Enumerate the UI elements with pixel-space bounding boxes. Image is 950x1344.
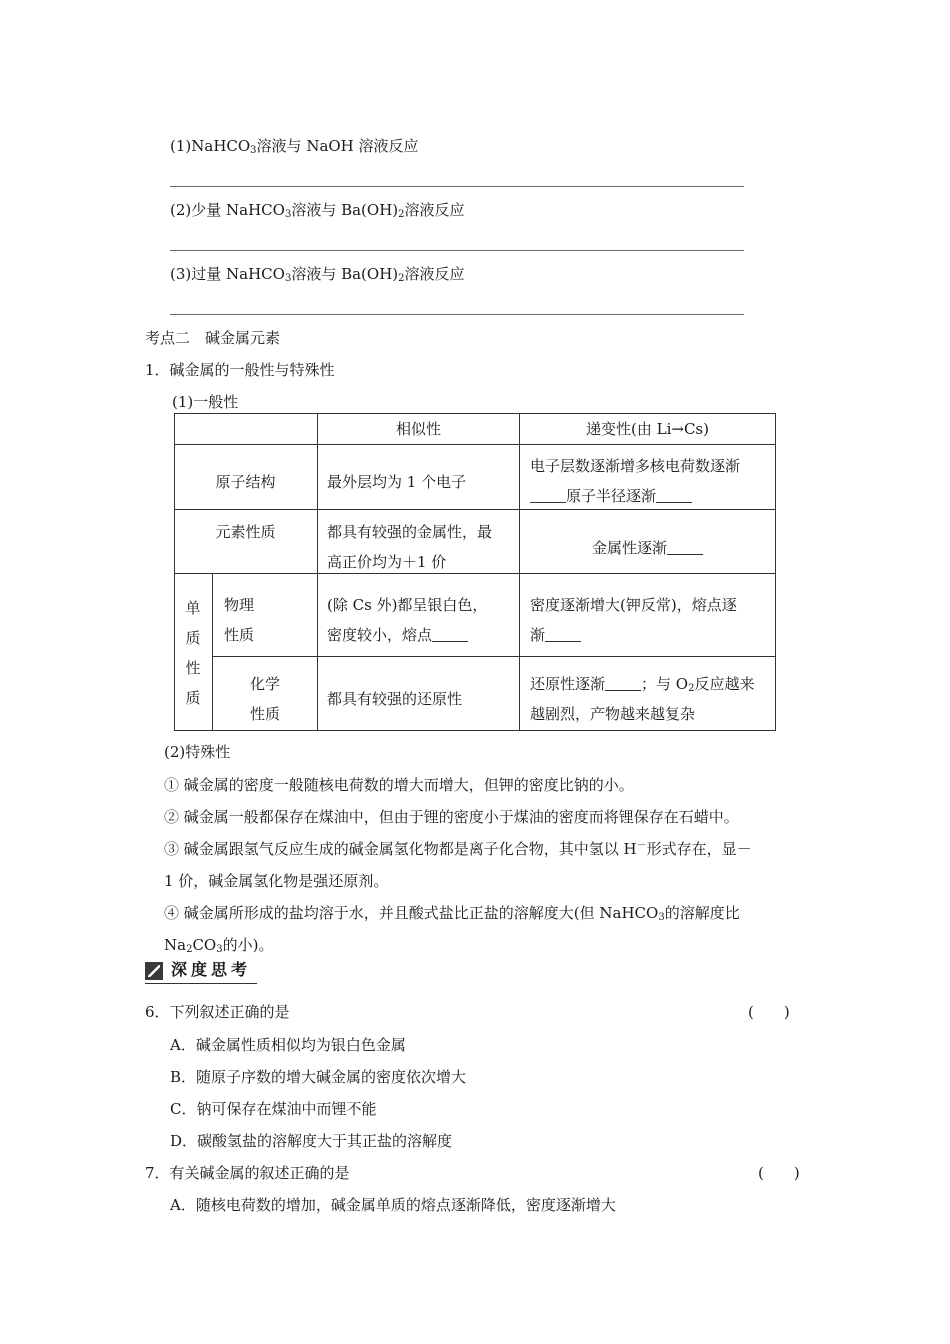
- physical-label-1: 物理: [224, 596, 255, 614]
- special-point-3-cont: 1 价，碱金属氢化物是强还原剂。: [164, 872, 389, 890]
- row-label-substance: 单 质 性 质: [185, 599, 201, 707]
- section-title: 考点二 碱金属元素: [145, 329, 281, 347]
- q6-option-b[interactable]: B．随原子序数的增大碱金属的密度依次增大: [170, 1068, 467, 1086]
- atomic-trend-2: 原子半径逐渐: [530, 481, 692, 511]
- blank[interactable]: [605, 676, 641, 691]
- special-point-4-cont: $Na_2CO_3$的小)。: [164, 936, 274, 955]
- answer-line-2[interactable]: [170, 250, 744, 251]
- chemical-trend-1: 还原性逐渐 ；与 $O_2$反应越来: [530, 675, 755, 694]
- physical-similar-2: 密度较小，熔点: [327, 620, 468, 650]
- special-point-3: ③ 碱金属跟氢气反应生成的碱金属氢化物都是离子化合物，其中氢以 H－形式存在，显－: [164, 840, 752, 858]
- physical-trend-2: 渐: [530, 620, 581, 650]
- element-trend: 金属性逐渐: [520, 533, 775, 563]
- question-2: (2)少量 NaHCO$_3$溶液与 $Ba(OH)_2$溶液反应: [170, 201, 465, 220]
- special-point-4: ④ 碱金属所形成的盐均溶于水，并且酸式盐比正盐的溶解度大(但 NaHCO$_3$的溶解度比: [164, 904, 740, 923]
- answer-line-3[interactable]: [170, 314, 744, 315]
- chemical-similar: 都具有较强的还原性: [327, 690, 463, 708]
- q6-option-d[interactable]: D．碳酸氢盐的溶解度大于其正盐的溶解度: [170, 1132, 453, 1150]
- col-header-similar: 相似性: [395, 420, 441, 438]
- deep-thinking-header: [145, 958, 257, 984]
- blank[interactable]: [656, 488, 692, 503]
- q6-option-a[interactable]: A．碱金属性质相似均为银白色金属: [170, 1036, 406, 1054]
- divider: [145, 983, 257, 984]
- heading-1: 1．碱金属的一般性与特殊性: [145, 361, 335, 379]
- row-label-element: 元素性质: [215, 523, 276, 541]
- physical-similar-1: (除 Cs 外)都呈银白色，: [327, 596, 488, 614]
- chemical-label-2: 性质: [250, 705, 281, 723]
- atomic-trend-1: 电子层数逐渐增多核电荷数逐渐: [530, 457, 741, 475]
- special-point-1: ① 碱金属的密度一般随核电荷数的增大而增大，但钾的密度比钠的小。: [164, 776, 634, 794]
- q7-answer-paren[interactable]: ( ): [758, 1164, 800, 1182]
- subheading-special: (2)特殊性: [164, 743, 231, 761]
- physical-label-2: 性质: [224, 626, 255, 644]
- blank[interactable]: [530, 488, 566, 503]
- q6-answer-paren[interactable]: ( ): [748, 1003, 790, 1021]
- question-3: (3)过量 NaHCO$_3$溶液与 $Ba(OH)_2$溶液反应: [170, 265, 465, 284]
- question-1: (1)NaHCO$_3$溶液与 NaOH 溶液反应: [170, 137, 419, 156]
- atomic-similar: 最外层均为 1 个电子: [327, 473, 467, 491]
- element-similar-2: 高正价均为＋1 价: [327, 553, 447, 571]
- col-header-trend: 递变性(由 Li→Cs): [586, 420, 709, 438]
- diagonal-box-icon: [145, 962, 163, 980]
- chemical-label-1: 化学: [250, 675, 281, 693]
- subheading-general: (1)一般性: [172, 393, 239, 411]
- element-similar-1: 都具有较强的金属性，最: [327, 523, 493, 541]
- blank[interactable]: [432, 627, 468, 642]
- special-point-2: ② 碱金属一般都保存在煤油中，但由于锂的密度小于煤油的密度而将锂保存在石蜡中。: [164, 808, 739, 826]
- deep-thinking-title: 深度思考: [171, 960, 252, 979]
- q6-option-c[interactable]: C．钠可保存在煤油中而锂不能: [170, 1100, 377, 1118]
- blank[interactable]: [545, 627, 581, 642]
- chemical-trend-2: 越剧烈，产物越来越复杂: [530, 705, 696, 723]
- q7-stem: 7．有关碱金属的叙述正确的是: [145, 1164, 350, 1182]
- q6-stem: 6．下列叙述正确的是: [145, 1003, 290, 1021]
- blank[interactable]: [667, 540, 703, 555]
- properties-table: [174, 413, 776, 731]
- physical-trend-1: 密度逐渐增大(钾反常)，熔点逐: [530, 596, 737, 614]
- q7-option-a[interactable]: A．随核电荷数的增加，碱金属单质的熔点逐渐降低，密度逐渐增大: [170, 1196, 616, 1214]
- answer-line-1[interactable]: [170, 186, 744, 187]
- row-label-atomic: 原子结构: [215, 473, 276, 491]
